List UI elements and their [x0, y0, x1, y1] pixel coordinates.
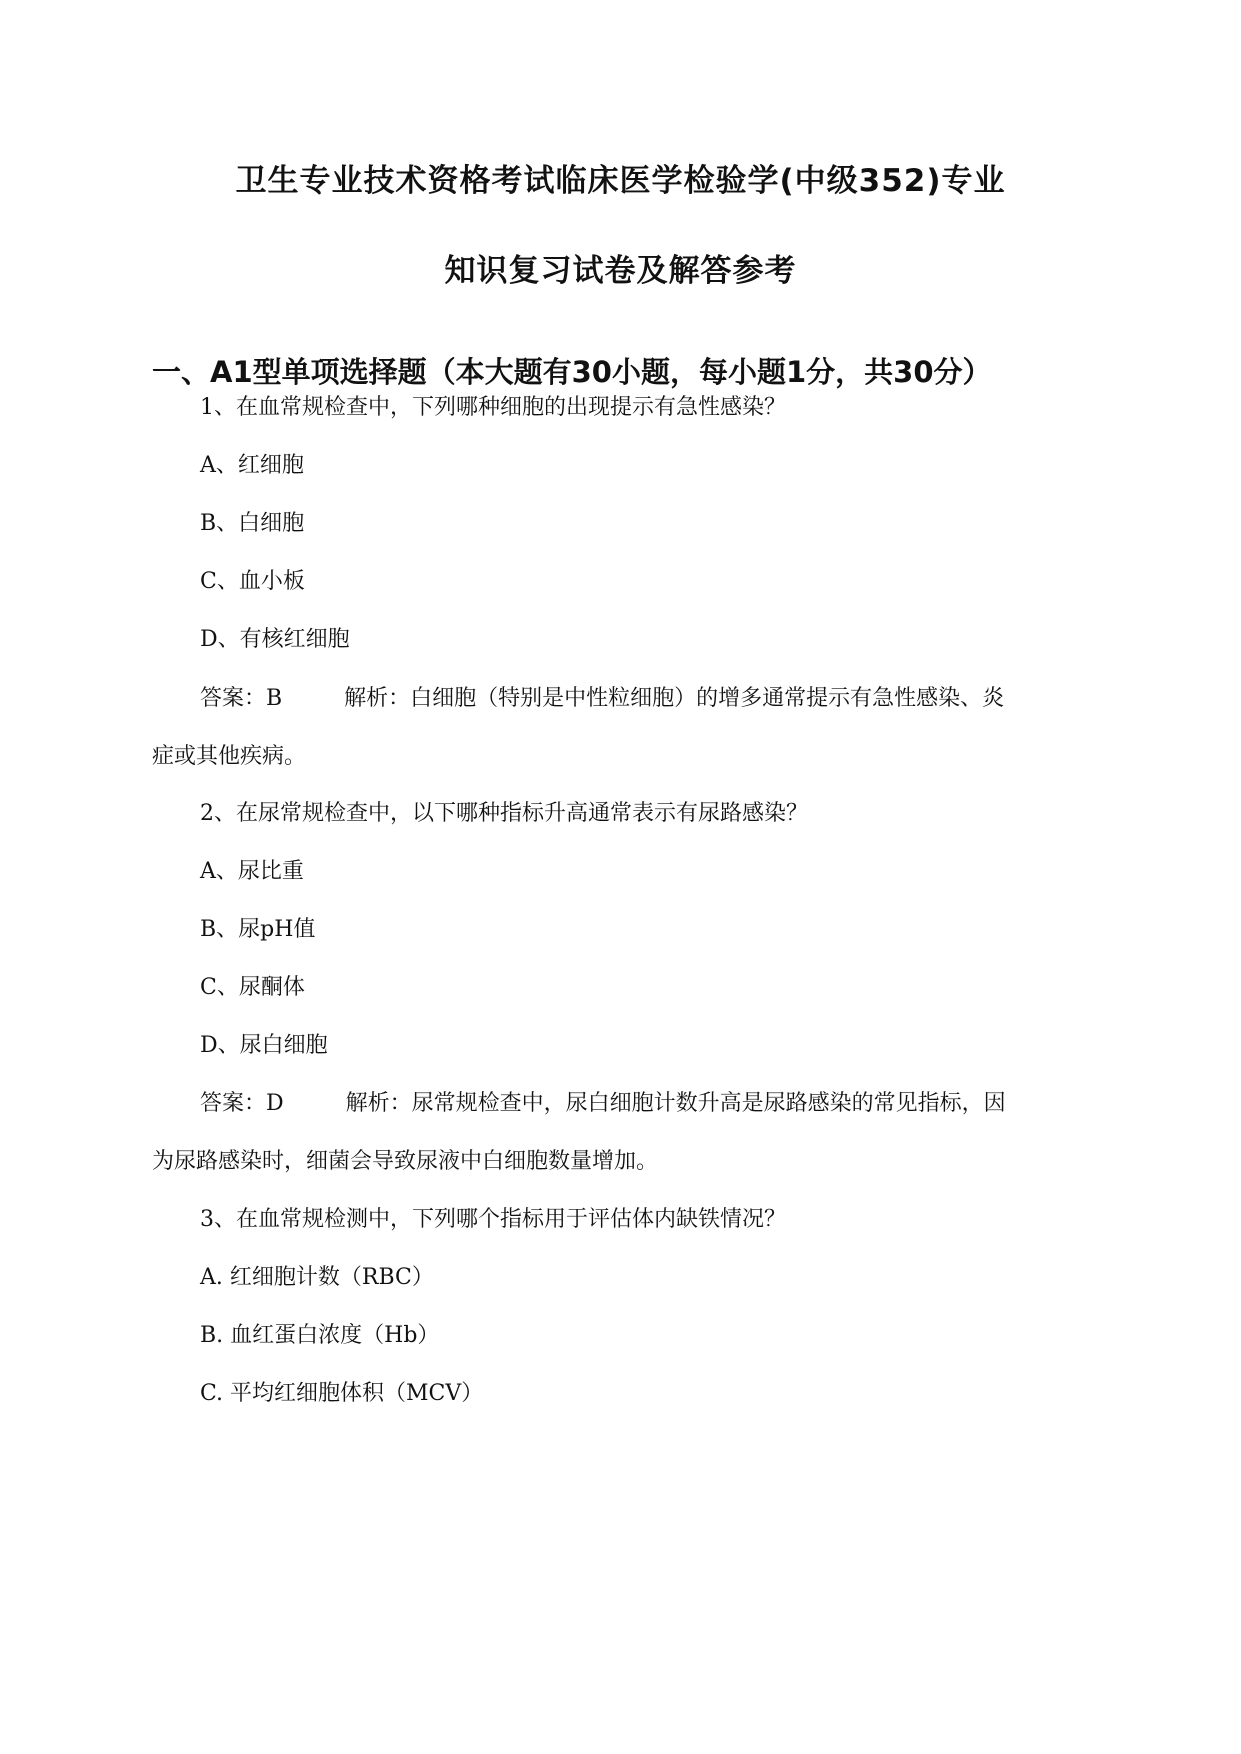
question-2-answer: 答案：D — [200, 1091, 284, 1116]
question-2-option-d: D、尿白细胞 — [200, 1033, 328, 1058]
question-2-option-c: C、尿酮体 — [200, 975, 305, 1000]
question-3-option-c: C. 平均红细胞体积（MCV） — [200, 1381, 484, 1406]
question-2-stem: 2、在尿常规检查中，以下哪种指标升高通常表示有尿路感染？ — [200, 801, 808, 826]
question-1-analysis-cont: 症或其他疾病。 — [152, 744, 307, 769]
question-3-stem: 3、在血常规检测中，下列哪个指标用于评估体内缺铁情况？ — [200, 1207, 786, 1232]
question-2-analysis: 解析：尿常规检查中，尿白细胞计数升高是尿路感染的常见指标，因 — [345, 1091, 1006, 1116]
question-1-option-b: B、白细胞 — [200, 511, 305, 536]
question-3-option-b: B. 血红蛋白浓度（Hb） — [200, 1323, 440, 1348]
question-1-option-c: C、血小板 — [200, 569, 305, 594]
question-2-option-a: A、尿比重 — [200, 859, 304, 884]
question-1-answer-row — [200, 684, 1004, 714]
question-1-stem: 1、在血常规检查中，下列哪种细胞的出现提示有急性感染？ — [200, 395, 786, 420]
question-1-option-d: D、有核红细胞 — [200, 627, 350, 652]
section-heading: 一、A1型单项选择题（本大题有30小题，每小题1分，共30分） — [152, 355, 992, 389]
question-1-option-a: A、红细胞 — [200, 453, 304, 478]
document-title-line-1: 卫生专业技术资格考试临床医学检验学(中级352)专业 — [235, 163, 1006, 199]
question-2-analysis-cont: 为尿路感染时，细菌会导致尿液中白细胞数量增加。 — [152, 1149, 659, 1174]
question-3-option-a: A. 红细胞计数（RBC） — [200, 1265, 434, 1290]
question-2-answer-row — [200, 1089, 1006, 1119]
question-2-option-b: B、尿pH值 — [200, 917, 316, 942]
document-title-line-2: 知识复习试卷及解答参考 — [444, 253, 797, 289]
question-1-analysis: 解析：白细胞（特别是中性粒细胞）的增多通常提示有急性感染、炎 — [344, 686, 1005, 711]
question-1-answer: 答案：B — [200, 686, 283, 711]
